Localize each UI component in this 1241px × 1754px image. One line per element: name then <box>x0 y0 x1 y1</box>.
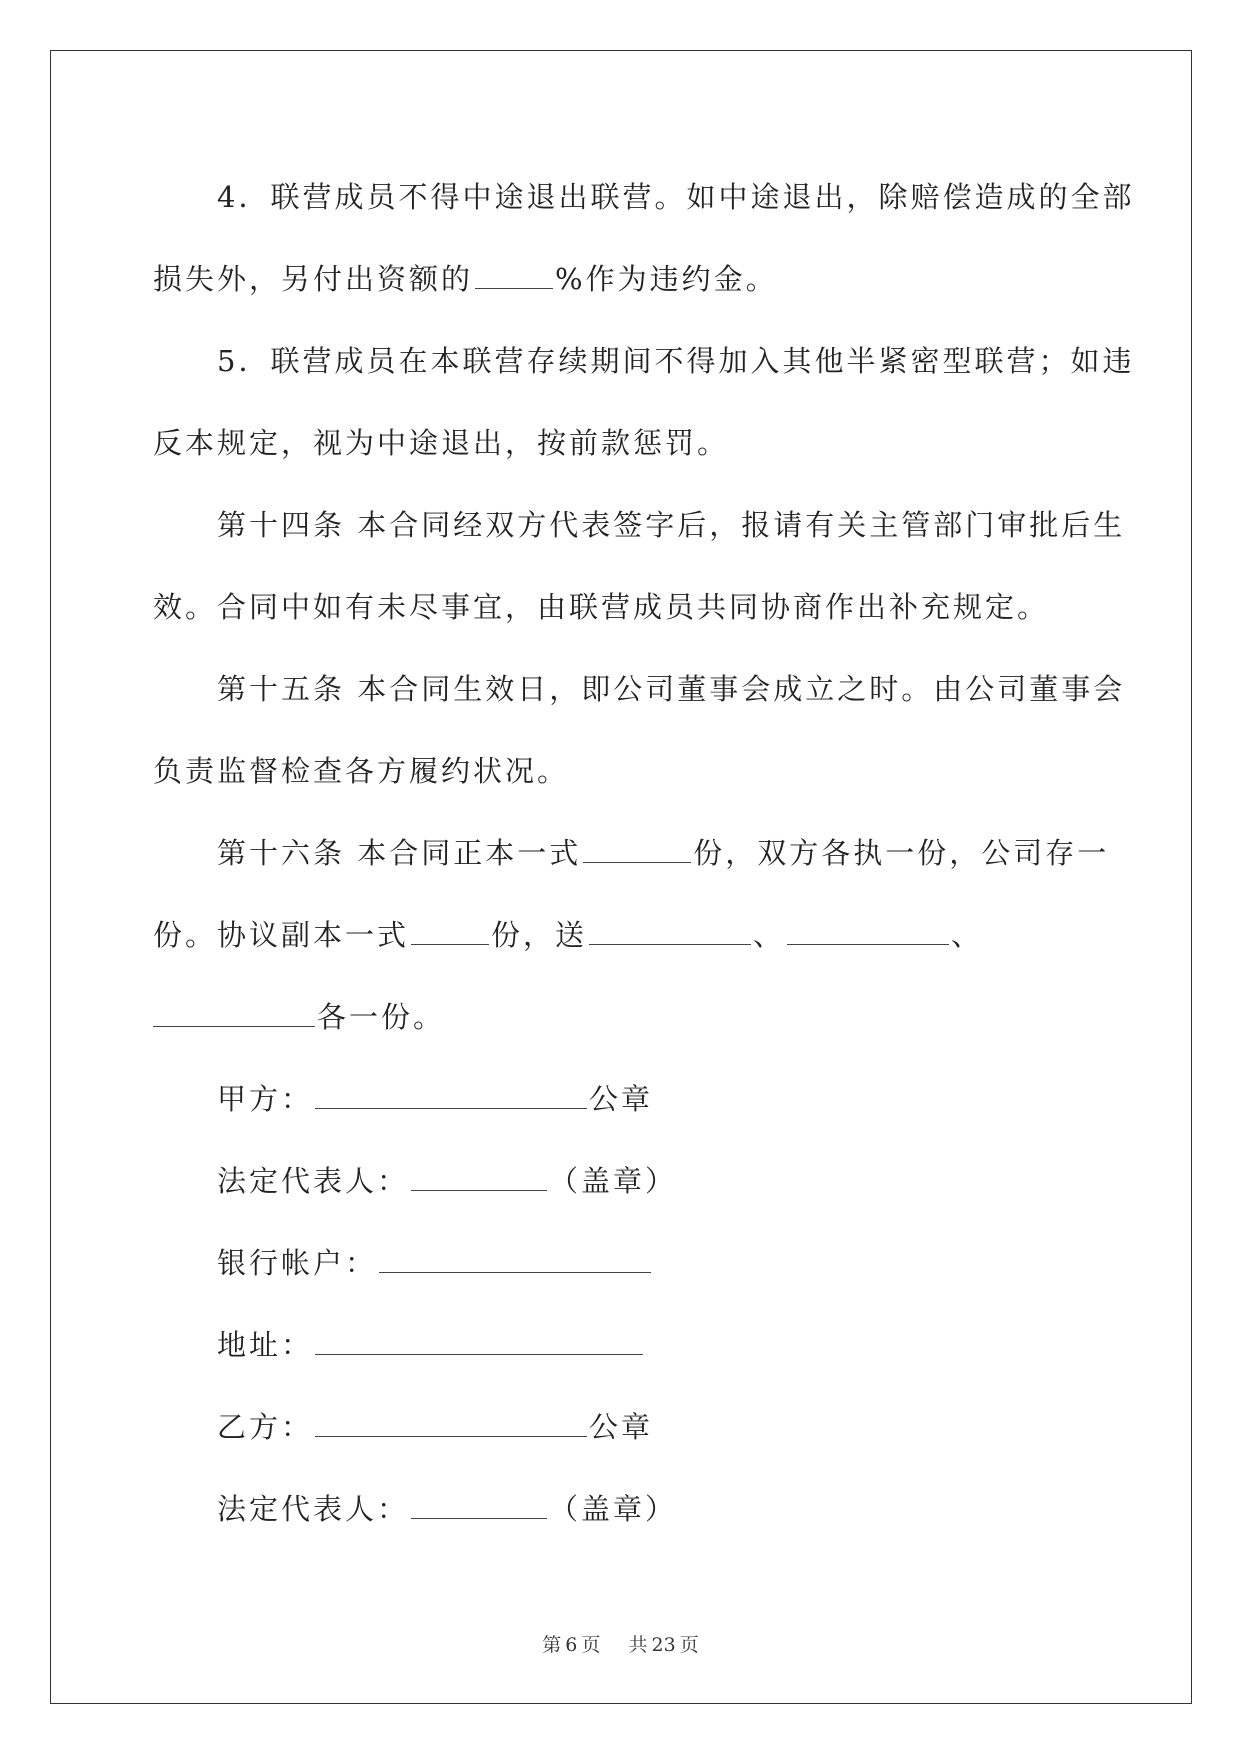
address-label: 地址： <box>217 1328 314 1362</box>
party-b-blank[interactable] <box>315 1412 587 1437</box>
article-16-line-3 <box>153 976 1088 1058</box>
clause-4-line-1: 4．联营成员不得中途退出联营。如中途退出，除赔偿造成的全部 <box>217 180 1135 214</box>
party-a-blank[interactable] <box>315 1084 587 1109</box>
bank-account-label: 银行帐户： <box>217 1246 378 1280</box>
bank-account-line <box>153 1222 1088 1304</box>
total-prefix: 共 <box>628 1634 648 1656</box>
page-footer <box>0 1630 1241 1657</box>
article-15-line-1: 第十五条 本合同生效日，即公司董事会成立之时。由公司董事会 <box>217 672 1126 706</box>
party-a-stamp: （盖章） <box>549 1164 678 1198</box>
duplicate-copies-blank[interactable] <box>411 920 489 945</box>
clause-4-text-b: %作为违约金。 <box>555 262 778 296</box>
clause-5-line-1: 5．联营成员在本联营存续期间不得加入其他半紧密型联营；如违 <box>217 344 1135 378</box>
clause-4 <box>153 156 1135 320</box>
article-16-text-d: 份，送 <box>491 918 588 952</box>
party-b-rep-label: 法定代表人： <box>217 1492 410 1526</box>
article-14-line-1: 第十四条 本合同经双方代表签字后，报请有关主管部门审批后生 <box>217 508 1126 542</box>
article-16-text-e: 各一份。 <box>317 1000 446 1034</box>
page-prefix: 第 <box>542 1634 562 1656</box>
party-b-stamp: （盖章） <box>549 1492 678 1526</box>
clause-4-line-2 <box>153 238 1088 320</box>
party-a-line <box>153 1058 1088 1140</box>
party-b-seal: 公章 <box>589 1410 654 1444</box>
party-a-rep-line <box>153 1140 1088 1222</box>
total-pages: 23 <box>651 1634 676 1656</box>
article-16-sep-2: 、 <box>951 918 984 952</box>
document-body <box>153 156 1135 1550</box>
article-14 <box>153 484 1126 648</box>
recipient-1-blank[interactable] <box>589 920 751 945</box>
address-blank[interactable] <box>315 1330 643 1355</box>
article-15 <box>153 648 1126 812</box>
party-a-label: 甲方： <box>217 1082 314 1116</box>
article-16-line-2 <box>153 894 1088 976</box>
party-b-label: 乙方： <box>217 1410 314 1444</box>
recipient-3-blank[interactable] <box>153 1002 315 1027</box>
article-16-text-a: 第十六条 本合同正本一式 <box>217 836 582 870</box>
total-suffix: 页 <box>679 1634 699 1656</box>
article-16-text-b: 份，双方各执一份，公司存一 <box>693 836 1110 870</box>
penalty-percent-blank[interactable] <box>475 264 553 289</box>
party-a-seal: 公章 <box>589 1082 654 1116</box>
party-a-rep-blank[interactable] <box>411 1166 547 1191</box>
page-number: 6 <box>565 1634 578 1656</box>
party-a-rep-label: 法定代表人： <box>217 1164 410 1198</box>
article-16-sep-1: 、 <box>753 918 786 952</box>
original-copies-blank[interactable] <box>583 838 691 863</box>
clause-4-text-a: 损失外，另付出资额的 <box>153 262 474 296</box>
bank-account-blank[interactable] <box>379 1248 651 1273</box>
party-b-rep-blank[interactable] <box>411 1494 547 1519</box>
party-b-line <box>153 1386 1088 1468</box>
article-14-line-2: 效。合同中如有未尽事宜，由联营成员共同协商作出补充规定。 <box>153 590 1050 624</box>
article-16-line-1 <box>153 812 1110 894</box>
article-16-text-c: 份。协议副本一式 <box>153 918 410 952</box>
recipient-2-blank[interactable] <box>787 920 949 945</box>
article-15-line-2: 负责监督检查各方履约状况。 <box>153 754 570 788</box>
party-b-rep-line <box>153 1468 1088 1550</box>
article-16 <box>153 812 1110 1058</box>
address-line <box>153 1304 1088 1386</box>
page-suffix: 页 <box>581 1634 601 1656</box>
clause-5-line-2: 反本规定，视为中途退出，按前款惩罚。 <box>153 426 730 460</box>
clause-5 <box>153 320 1135 484</box>
